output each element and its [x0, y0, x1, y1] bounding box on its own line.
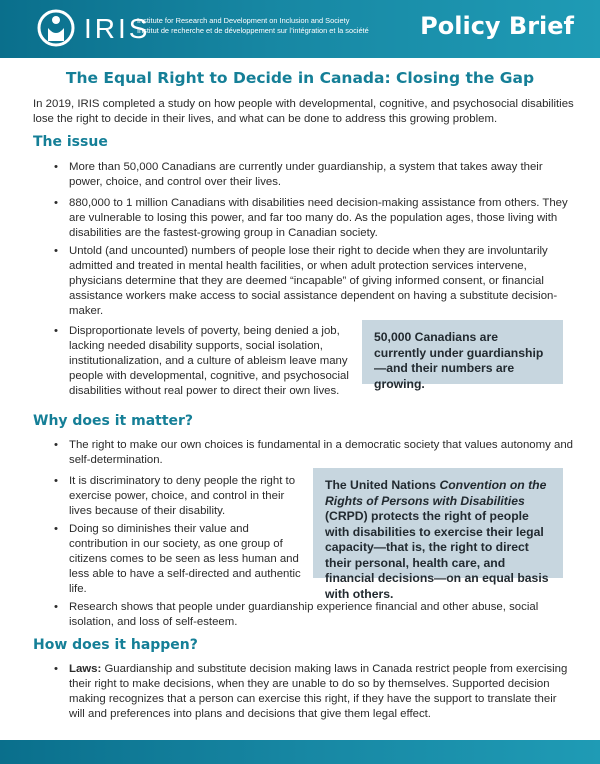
section-heading-how-happen: How does it happen?: [33, 637, 198, 653]
org-name-en: Institute for Research and Development on Inclusion and Society: [137, 16, 350, 25]
page-title: The Equal Right to Decide in Canada: Closing the Gap: [65, 69, 535, 87]
section-heading-why-matter: Why does it matter?: [33, 413, 194, 429]
list-item: [69, 662, 574, 722]
callout-box-crpd: [313, 468, 563, 601]
list-item: • It is discriminatory to deny people the right to exercise power, choice, and control in their lives because of their disability.: [69, 474, 301, 519]
laws-lead: Laws:: [69, 663, 102, 675]
header-banner: [0, 0, 600, 58]
logo-wordmark: IRIS: [84, 13, 151, 44]
footer-band: [0, 740, 600, 764]
laws-text: Guardianship and substitute decision making laws in Canada restrict people from exercising their right to make decisions, when they are unable to do so by themselves. Supported decision making recognizes that a person can exercise this right, if they have the support to translate their will and preferences into plans and decisions that give them legal effect.: [69, 663, 568, 720]
list-item: • Untold (and uncounted) numbers of people lose their right to decide when they are involuntarily admitted and treated in mental health facilities, or when adult protection services intervene, physicians determine that they are deemed “incapable” of giving informed consent, or financial assistance workers make access to social assistance dependent on having a substitute decision-maker.: [69, 244, 574, 319]
list-item: • 880,000 to 1 million Canadians with disabilities need decision-making assistance from others. They are vulnerable to losing this power, and far too many do. As the population ages, those living with disabilities are the fastest-growing group in Canadian society.: [69, 196, 574, 241]
list-item: • More than 50,000 Canadians are currently under guardianship, a system that takes away their power, choice, and control over their lives.: [69, 160, 574, 190]
list-item: • The right to make our own choices is fundamental in a democratic society that values autonomy and self-determination.: [69, 438, 574, 468]
document-type: Policy Brief: [420, 12, 574, 40]
list-item: • Doing so diminishes their value and contribution in our society, as one group of citizens comes to be seen as less human and less able to have a self-directed and authentic life.: [69, 522, 301, 597]
section-heading-issue: The issue: [33, 134, 108, 150]
callout-crpd-post: (CRPD) protects the right of people with disabilities to exercise their legal capacity—that is, the right to direct their personal, health care, and financial decisions—on an equal basis with others.: [325, 509, 549, 601]
iris-logo-icon: [36, 8, 76, 48]
list-item: • Disproportionate levels of poverty, being denied a job, lacking needed disability supports, social isolation, institutionalization, and a culture of ableism leave many people with developmental, cognitive, and psychosocial disabilities without real power to direct their own lives.: [69, 324, 351, 399]
callout-crpd-pre: The United Nations: [325, 478, 440, 492]
intro-paragraph: In 2019, IRIS completed a study on how people with developmental, cognitive, and psychosocial disabilities lose the right to decide in their lives, and what can be done to address this growing problem.: [33, 98, 574, 125]
callout-box-guardianship: 50,000 Canadians are currently under guardianship—and their numbers are growing.: [362, 320, 563, 384]
callout-crpd-italic: Convention on the Rights of Persons with Disabilities: [325, 478, 547, 508]
org-name-fr: Institut de recherche et de développement sur l’intégration et la société: [137, 25, 369, 35]
organization-names: [137, 16, 369, 35]
list-item: • Research shows that people under guardianship experience financial and other abuse, social isolation, and loss of self-esteem.: [69, 600, 574, 630]
